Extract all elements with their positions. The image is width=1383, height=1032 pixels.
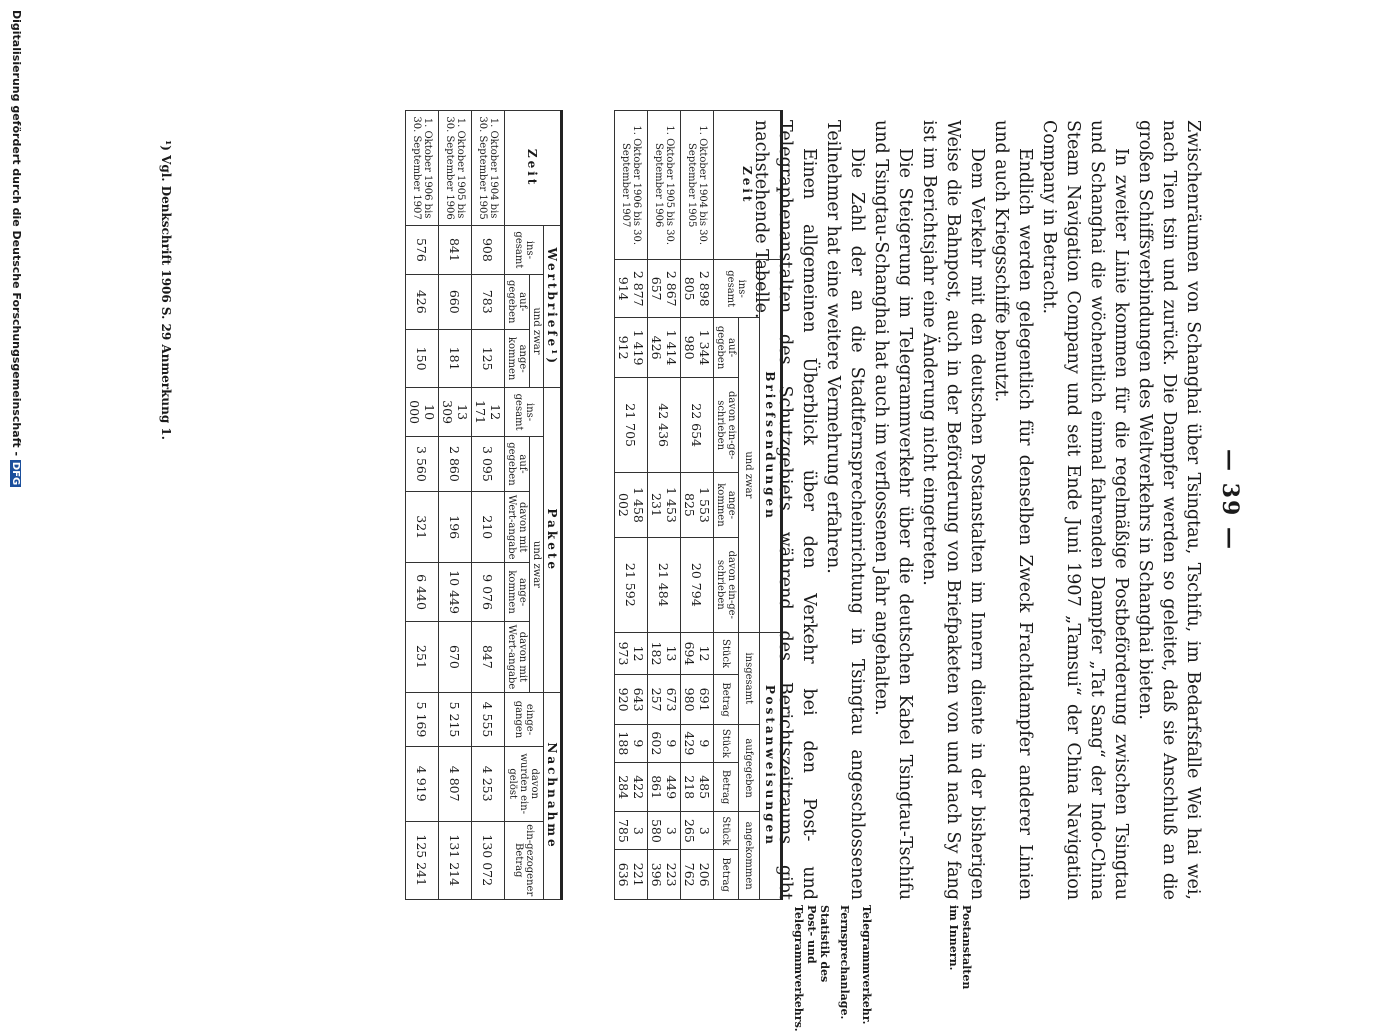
table-briefsendungen-postanweisungen — [614, 110, 783, 900]
cell-n_gel: 4 253 — [472, 746, 505, 821]
col-und-zwar: und zwar — [739, 317, 760, 632]
margin-note: Statistik des Post- und Telegrammverkehrs. — [792, 905, 831, 1032]
cell-p_ins: 12 171 — [472, 388, 505, 436]
cell-p_ang: 6 440 — [406, 563, 439, 622]
cell-w_auf: 426 — [406, 274, 439, 329]
cell-p_ang_w: 670 — [439, 621, 472, 692]
cell-n_betrag: 130 072 — [472, 821, 505, 900]
cell-p_ins: 10 000 — [406, 388, 439, 436]
footnote: ¹) Vgl. Denkschrift 1906 S. 29 Anmerkung 1. — [159, 140, 173, 440]
cell-b_ang: 1 458 002 — [615, 473, 648, 538]
table-row — [648, 111, 681, 900]
col-zeit: Zeit — [505, 111, 562, 226]
col-eingezogen: ein-gezogener Betrag — [505, 821, 544, 900]
cell-zeit: 1. Oktober 1904 bis 30. September 1905 — [681, 111, 714, 260]
cell-b_ang_ein: 21 592 — [615, 537, 648, 632]
paragraph: Die Steigerung im Telegrammverkehr über die deutschen Kabel Tsingtau-Tschifu und Tsingtau-Schanghai hat auch im verflossenen Jahr angehalten. — [871, 120, 915, 900]
col-wertbriefe: Wertbriefe¹) — [544, 226, 562, 388]
col-insgesamt: ins-gesamt — [505, 388, 544, 436]
col-stueck: Stück — [714, 724, 739, 762]
cell-p_auf_w: 196 — [439, 492, 472, 563]
table-row — [439, 111, 472, 900]
cell-b_ins: 2 867 657 — [648, 260, 681, 318]
cell-b_ang_ein: 21 484 — [648, 537, 681, 632]
table-row — [472, 111, 505, 900]
col-eingegangen: einge-gangen — [505, 693, 544, 747]
body-text — [749, 120, 1205, 900]
cell-p_auf_st: 9 188 — [615, 724, 648, 762]
col-postanweisungen: Postanweisungen — [760, 632, 782, 899]
credit-line — [10, 10, 23, 990]
cell-p_auf_w: 321 — [406, 492, 439, 563]
col-insgesamt: ins-gesamt — [505, 226, 544, 274]
table-row — [615, 111, 648, 900]
table-row — [406, 111, 439, 900]
col-pakete: Pakete — [544, 388, 562, 693]
col-insgesamt: ins-gesamt — [714, 260, 760, 318]
cell-p_ang_st: 3 265 — [681, 812, 714, 850]
cell-p_ins_b: 673 257 — [648, 675, 681, 725]
paragraph: Einen allgemeinen Überblick über den Verkehr bei den Post- und Telegraphenanstalten des Schutzgebiets während des Berichtszeitraums gibt nachstehende Tabelle. — [751, 120, 819, 900]
cell-p_auf: 3 095 — [472, 436, 505, 491]
col-und-zwar: und zwar — [530, 436, 544, 692]
col-insgesamt: insgesamt — [739, 632, 760, 724]
cell-zeit: 1. Oktober 1906 bis 30. September 1907 — [615, 111, 648, 260]
cell-w_ang: 150 — [406, 329, 439, 388]
cell-n_ein: 4 555 — [472, 693, 505, 747]
cell-zeit: 1. Oktober 1904 bis 30. September 1905 — [472, 111, 505, 226]
cell-b_auf_ein: 21 705 — [615, 378, 648, 473]
cell-p_auf: 3 560 — [406, 436, 439, 491]
paragraph: Zwischenräumen von Schanghai über Tsingtau, Tschifu, im Bedarfsfalle Wei hai wei, nach Tien tsin und zurück. Die Dampfer werden so geleitet, daß sie Anschluß an die großen Schiffsverbindungen des Weltverkehrs in Schanghai bieten. — [1135, 120, 1203, 900]
col-wertangabe: davon mit Wert-angabe — [505, 621, 530, 692]
cell-p_ang_b: 221 636 — [615, 850, 648, 900]
cell-p_ins_st: 12 973 — [615, 632, 648, 675]
cell-p_auf_b: 449 861 — [648, 762, 681, 812]
paragraph: Dem Verkehr mit den deutschen Postanstalten im Innern diente in der bisherigen Weise die Bahnpost, auch in der Beförderung von Briefpaketen von und nach Sy fang ist im Berichtsjahr eine Änderung nicht eingetreten. — [919, 120, 987, 900]
cell-p_ang_st: 3 785 — [615, 812, 648, 850]
table-wertbriefe-pakete-nachnahme — [405, 110, 563, 900]
cell-p_ang_st: 3 580 — [648, 812, 681, 850]
cell-p_ang: 9 076 — [472, 563, 505, 622]
cell-zeit: 1. Oktober 1906 bis 30. September 1907 — [406, 111, 439, 226]
margin-note: Fernsprechanlage. — [838, 905, 851, 1020]
page-number: — 39 — — [1217, 449, 1243, 551]
col-wertangabe: davon mit Wert-angabe — [505, 492, 530, 563]
cell-p_ins: 13 309 — [439, 388, 472, 436]
cell-p_ins_b: 691 980 — [681, 675, 714, 725]
col-stueck: Stück — [714, 812, 739, 850]
col-eingeloest: davon wurden ein-gelöst — [505, 746, 544, 821]
cell-n_ein: 5 169 — [406, 693, 439, 747]
cell-p_ang_b: 223 396 — [648, 850, 681, 900]
col-betrag: Betrag — [714, 675, 739, 725]
margin-note: Postanstalten im Innern. — [947, 905, 973, 990]
cell-p_auf_st: 9 429 — [681, 724, 714, 762]
cell-p_ins_st: 12 694 — [681, 632, 714, 675]
col-betrag: Betrag — [714, 850, 739, 900]
cell-b_ins: 2 877 914 — [615, 260, 648, 318]
margin-note: Telegrammverkehr. — [860, 905, 873, 1025]
cell-w_ang: 125 — [472, 329, 505, 388]
cell-w_auf: 783 — [472, 274, 505, 329]
table-row — [681, 111, 714, 900]
cell-b_ins: 2 898 805 — [681, 260, 714, 318]
cell-b_ang: 1 453 231 — [648, 473, 681, 538]
col-nachnahme: Nachnahme — [544, 693, 562, 900]
cell-n_ein: 5 215 — [439, 693, 472, 747]
cell-p_auf: 2 860 — [439, 436, 472, 491]
cell-n_gel: 4 919 — [406, 746, 439, 821]
col-aufgegeben: auf-gegeben — [505, 274, 530, 329]
cell-p_auf_b: 485 218 — [681, 762, 714, 812]
col-briefsendungen: Briefsendungen — [760, 260, 782, 632]
paragraph: Endlich werden gelegentlich für denselben Zweck Frachtdampfer anderer Linien und auch Kriegsschiffe benutzt. — [991, 120, 1035, 900]
cell-n_betrag: 131 214 — [439, 821, 472, 900]
cell-p_ang_w: 251 — [406, 621, 439, 692]
col-eingeschrieben: davon ein-ge-schrieben — [714, 537, 739, 632]
col-aufgegeben: auf-gegeben — [714, 317, 739, 377]
cell-w_auf: 660 — [439, 274, 472, 329]
cell-zeit: 1. Oktober 1905 bis 30. September 1906 — [648, 111, 681, 260]
cell-p_ang_b: 206 762 — [681, 850, 714, 900]
col-zeit: Zeit — [714, 111, 782, 260]
cell-p_ins_b: 643 920 — [615, 675, 648, 725]
cell-zeit: 1. Oktober 1905 bis 30. September 1906 — [439, 111, 472, 226]
cell-b_auf_ein: 42 436 — [648, 378, 681, 473]
cell-b_auf_ein: 22 654 — [681, 378, 714, 473]
cell-b_ang: 1 553 825 — [681, 473, 714, 538]
col-aufgegeben: aufgegeben — [739, 724, 760, 812]
col-angekommen: ange-kommen — [505, 563, 530, 622]
cell-w_ins: 576 — [406, 226, 439, 274]
cell-b_auf: 1 414 426 — [648, 317, 681, 377]
cell-w_ins: 841 — [439, 226, 472, 274]
cell-b_auf: 1 344 980 — [681, 317, 714, 377]
cell-p_auf_st: 9 602 — [648, 724, 681, 762]
col-betrag: Betrag — [714, 762, 739, 812]
paragraph: Die Zahl der an die Stadtfernsprecheinrichtung in Tsingtau angeschlossenen Teilnehmer hat eine weitere Vermehrung erfahren. — [823, 120, 867, 900]
cell-p_auf_b: 422 284 — [615, 762, 648, 812]
col-angekommen: angekommen — [739, 812, 760, 900]
paragraph: In zweiter Linie kommen für die regelmäßige Postbeförderung zwischen Tsingtau und Schanghai die wöchentlich einmal fahrenden Dampfer „Tat Sang“ der Indo-China Steam Navigation Company und seit Ende Juni 1907 „Tamsui“ der China Navigation Company in Betracht. — [1039, 120, 1131, 900]
cell-n_betrag: 125 241 — [406, 821, 439, 900]
cell-p_auf_w: 210 — [472, 492, 505, 563]
col-angekommen: ange-kommen — [714, 473, 739, 538]
cell-n_gel: 4 807 — [439, 746, 472, 821]
col-angekommen: ange-kommen — [505, 329, 530, 388]
col-eingeschrieben: davon ein-ge-schrieben — [714, 378, 739, 473]
cell-b_ang_ein: 20 794 — [681, 537, 714, 632]
cell-w_ins: 908 — [472, 226, 505, 274]
cell-b_auf: 1 419 912 — [615, 317, 648, 377]
credit-text: Digitalisierung gefördert durch die Deutsche Forschungsgemeinschaft - — [10, 10, 23, 457]
col-und-zwar: und zwar — [530, 274, 544, 388]
dfg-logo: DFG — [10, 461, 21, 486]
cell-p_ang_w: 847 — [472, 621, 505, 692]
cell-p_ins_st: 13 182 — [648, 632, 681, 675]
col-aufgegeben: auf-gegeben — [505, 436, 530, 491]
cell-p_ang: 10 449 — [439, 563, 472, 622]
col-stueck: Stück — [714, 632, 739, 675]
cell-w_ang: 181 — [439, 329, 472, 388]
